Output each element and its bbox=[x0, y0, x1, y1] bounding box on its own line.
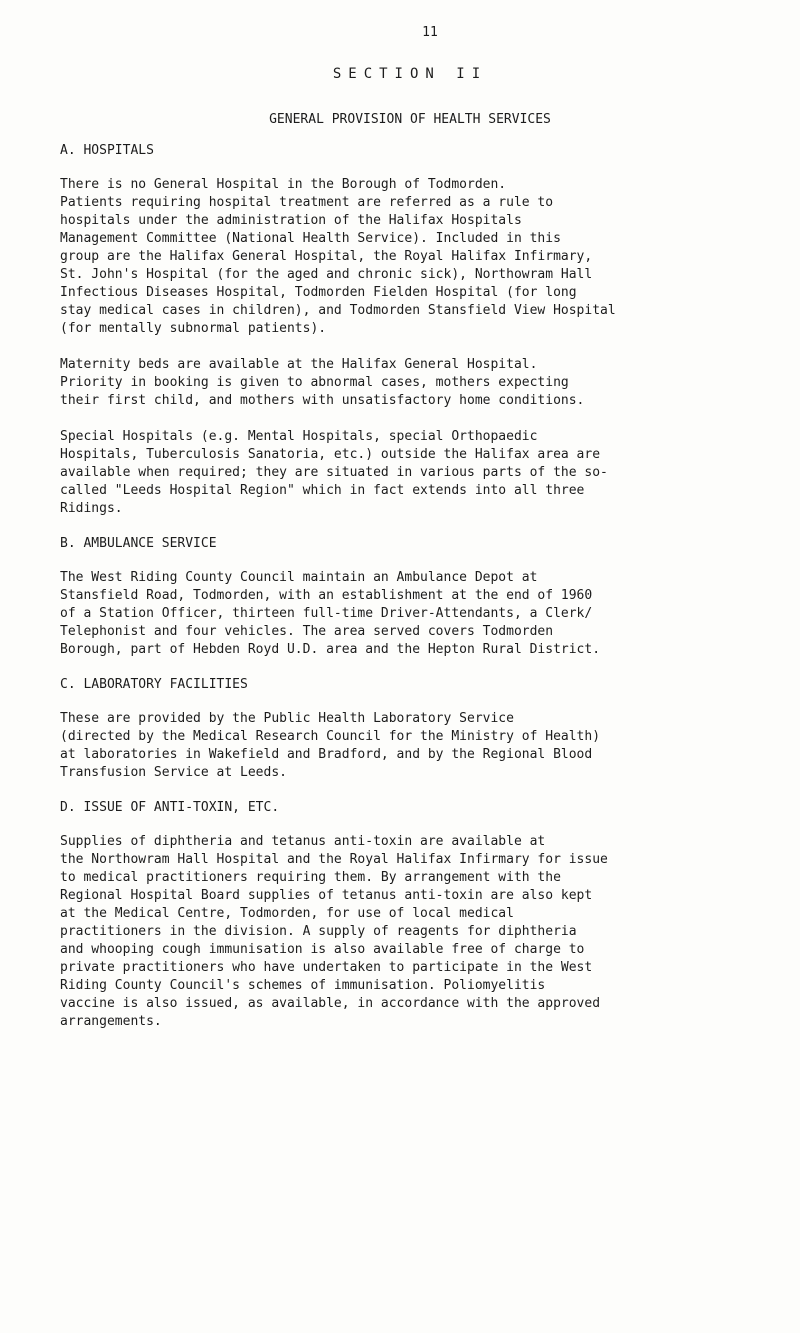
text-line: (for mentally subnormal patients). bbox=[60, 321, 327, 336]
text-line: St. John's Hospital (for the aged and chronic sick), Northowram Hall bbox=[60, 267, 593, 282]
text-line: Telephonist and four vehicles. The area served covers Todmorden bbox=[60, 624, 554, 639]
text-line: Riding County Council's schemes of immunisation. Poliomyelitis bbox=[60, 978, 546, 993]
text-line: practitioners in the division. A supply of reagents for diphtheria bbox=[60, 924, 577, 939]
text-line: hospitals under the administration of the Halifax Hospitals bbox=[60, 213, 522, 228]
page-number: 11 bbox=[422, 25, 438, 40]
text-line: The West Riding County Council maintain an Ambulance Depot at bbox=[60, 570, 538, 585]
text-line: private practitioners who have undertaken to participate in the West bbox=[60, 960, 593, 975]
text-line: Infectious Diseases Hospital, Todmorden Fielden Hospital (for long bbox=[60, 285, 577, 300]
text-line: of a Station Officer, thirteen full-time Driver-Attendants, a Clerk/ bbox=[60, 606, 593, 621]
section-heading: B. AMBULANCE SERVICE bbox=[60, 536, 217, 551]
text-line: available when required; they are situated in various parts of the so- bbox=[60, 465, 608, 480]
text-line: Priority in booking is given to abnormal cases, mothers expecting bbox=[60, 375, 569, 390]
text-line: vaccine is also issued, as available, in accordance with the approved bbox=[60, 996, 601, 1011]
paragraph bbox=[60, 356, 760, 410]
text-line: Management Committee (National Health Service). Included in this bbox=[60, 231, 561, 246]
text-line: Maternity beds are available at the Halifax General Hospital. bbox=[60, 357, 538, 372]
text-line: Special Hospitals (e.g. Mental Hospitals, special Orthopaedic bbox=[60, 429, 538, 444]
text-line: Supplies of diphtheria and tetanus anti-toxin are available at bbox=[60, 834, 546, 849]
text-line: Transfusion Service at Leeds. bbox=[60, 765, 287, 780]
text-line: Regional Hospital Board supplies of tetanus anti-toxin are also kept bbox=[60, 888, 593, 903]
text-line: These are provided by the Public Health Laboratory Service bbox=[60, 711, 514, 726]
text-line: the Northowram Hall Hospital and the Royal Halifax Infirmary for issue bbox=[60, 852, 608, 867]
section-title: SECTION II bbox=[332, 66, 488, 82]
section-heading: A. HOSPITALS bbox=[60, 143, 154, 158]
text-line: group are the Halifax General Hospital, the Royal Halifax Infirmary, bbox=[60, 249, 593, 264]
text-line: Hospitals, Tuberculosis Sanatoria, etc.) outside the Halifax area are bbox=[60, 447, 601, 462]
text-line: arrangements. bbox=[60, 1014, 162, 1029]
text-line: their first child, and mothers with unsatisfactory home conditions. bbox=[60, 393, 585, 408]
text-line: to medical practitioners requiring them. By arrangement with the bbox=[60, 870, 561, 885]
text-line: at the Medical Centre, Todmorden, for use of local medical bbox=[60, 906, 514, 921]
paragraph bbox=[60, 428, 760, 518]
text-line: (directed by the Medical Research Council for the Ministry of Health) bbox=[60, 729, 601, 744]
text-line: and whooping cough immunisation is also available free of charge to bbox=[60, 942, 585, 957]
text-line: stay medical cases in children), and Todmorden Stansfield View Hospital bbox=[60, 303, 616, 318]
section-heading: D. ISSUE OF ANTI-TOXIN, ETC. bbox=[60, 800, 280, 815]
document-page bbox=[60, 25, 760, 1049]
text-line: Patients requiring hospital treatment are referred as a rule to bbox=[60, 195, 554, 210]
text-line: There is no General Hospital in the Borough of Todmorden. bbox=[60, 177, 507, 192]
text-line: at laboratories in Wakefield and Bradford, and by the Regional Blood bbox=[60, 747, 593, 762]
paragraph bbox=[60, 569, 760, 659]
paragraph bbox=[60, 833, 760, 1031]
paragraph bbox=[60, 710, 760, 782]
text-line: called "Leeds Hospital Region" which in fact extends into all three bbox=[60, 483, 585, 498]
sections-container bbox=[60, 143, 760, 1031]
text-line: Borough, part of Hebden Royd U.D. area and the Hepton Rural District. bbox=[60, 642, 601, 657]
text-line: Ridings. bbox=[60, 501, 123, 516]
section-heading: C. LABORATORY FACILITIES bbox=[60, 677, 248, 692]
paragraph bbox=[60, 176, 760, 338]
text-line: Stansfield Road, Todmorden, with an establishment at the end of 1960 bbox=[60, 588, 593, 603]
main-title: GENERAL PROVISION OF HEALTH SERVICES bbox=[269, 112, 551, 127]
